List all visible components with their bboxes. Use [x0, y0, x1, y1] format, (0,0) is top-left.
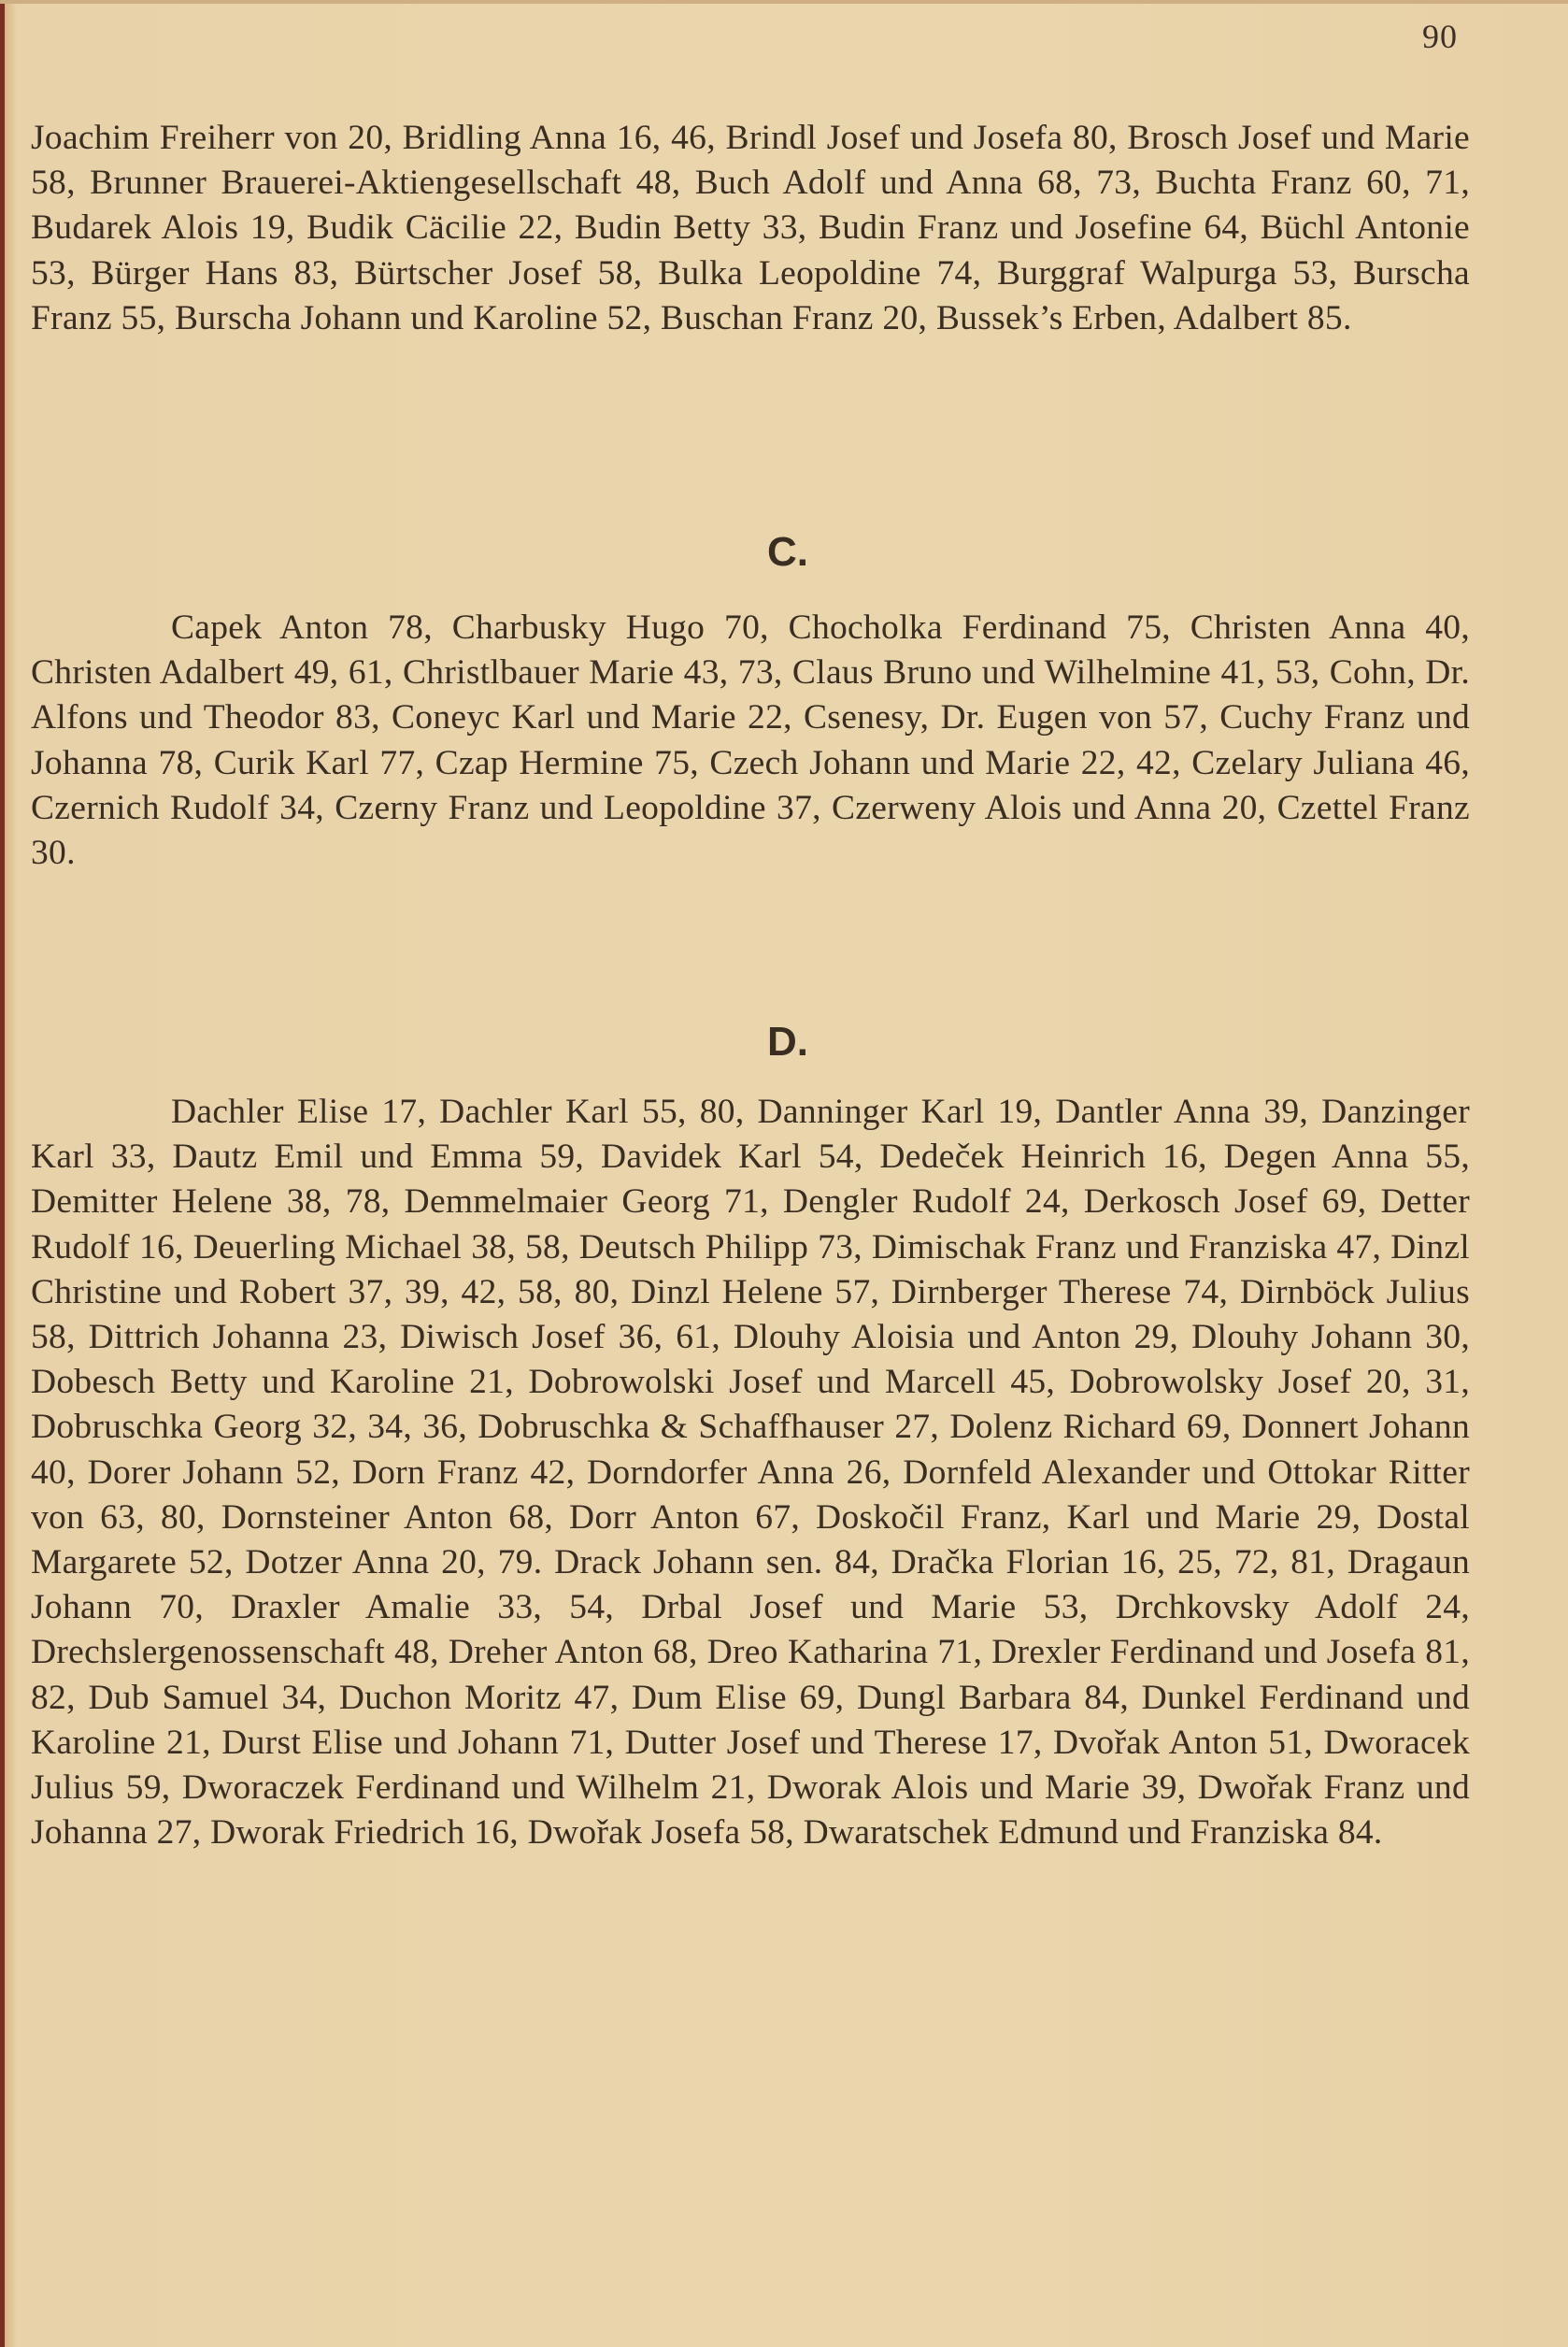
page-number: 90: [1422, 18, 1458, 55]
section-c-heading: C.: [767, 529, 808, 575]
section-d-text: Dachler Elise 17, Dachler Karl 55, 80, Danninger Karl 19, Dantler Anna 39, Danzinger Karl 33, Dautz Emil und Emma 59, Davidek Karl 54, Dedeček Heinrich 16, Degen Anna 55, Demitter Helene 38, 78, Demmelmaier Georg 71, Dengler Rudolf 24, Derkosch Josef 69, Detter Rudolf 16, Deuerling Michael 38, 58, Deutsch Philipp 73, Dimischak Franz und Franziska 47, Dinzl Christine und Robert 37, 39, 42, 58, 80, Dinzl Helene 57, Dirnberger Therese 74, Dirnböck Julius 58, Dittrich Johanna 23, Diwisch Josef 36, 61, Dlouhy Aloisia und Anton 29, Dlouhy Johann 30, Dobesch Betty und Karoline 21, Dobrowolski Josef und Marcell 45, Dobrowolsky Josef 20, 31, Dobruschka Georg 32, 34, 36, Dobruschka & Schaffhauser 27, Dolenz Richard 69, Donnert Johann 40, Dorer Johann 52, Dorn Franz 42, Dorndorfer Anna 26, Dornfeld Alexander und Ottokar Ritter von 63, 80, Dornsteiner Anton 68, Dorr Anton 67, Doskočil Franz, Karl und Marie 29, Dostal Margarete 52, Dotzer Anna 20, 79. Drack Johann sen. 84, Dračka Florian 16, 25, 72, 81, Dragaun Johann 70, Draxler Amalie 33, 54, Drbal Josef und Marie 53, Drchkovsky Adolf 24, Drechslergenossenschaft 48, Dreher Anton 68, Dreo Katharina 71, Drexler Ferdinand und Josefa 81, 82, Dub Samuel 34, Duchon Moritz 47, Dum Elise 69, Dungl Barbara 84, Dunkel Ferdinand und Karoline 21, Durst Elise und Johann 71, Dutter Josef und Therese 17, Dvořak Anton 51, Dworacek Julius 59, Dworaczek Ferdinand und Wilhelm 21, Dworak Alois und Marie 39, Dwořak Franz und Johanna 27, Dworak Friedrich 16, Dwořak Josefa 58, Dwaratschek Edmund und Franziska 84.: [31, 1093, 1470, 1853]
section-c-text: Capek Anton 78, Charbusky Hugo 70, Chocholka Ferdinand 75, Christen Anna 40, Christen Adalbert 49, 61, Christlbauer Marie 43, 73, Claus Bruno und Wilhelmine 41, 53, Cohn, Dr. Alfons und Theodor 83, Coneyc Karl und Marie 22, Csenesy, Dr. Eugen von 57, Cuchy Franz und Johanna 78, Curik Karl 77, Czap Hermine 75, Czech Johann und Marie 22, 42, Czelary Juliana 46, Czernich Rudolf 34, Czerny Franz und Leopoldine 37, Czerweny Alois und Anna 20, Czettel Franz 30.: [31, 608, 1470, 873]
section-b-continuation-text: Joachim Freiherr von 20, Bridling Anna 16, 46, Brindl Josef und Josefa 80, Brosch Josef und Marie 58, Brunner Brauerei-Aktiengesellschaft 48, Buch Adolf und Anna 68, 73, Buchta Franz 60, 71, Budarek Alois 19, Budik Cäcilie 22, Budin Betty 33, Budin Franz und Josefine 64, Büchl Antonie 53, Bürger Hans 83, Bürtscher Josef 58, Bulka Leopoldine 74, Burggraf Walpurga 53, Burscha Franz 55, Burscha Johann und Karoline 52, Buschan Franz 20, Bussek’s Erben, Adalbert 85.: [31, 119, 1470, 337]
page-binding-edge: [0, 0, 5, 2347]
section-d-heading: D.: [767, 1019, 808, 1065]
page-top-edge: [0, 0, 1568, 4]
